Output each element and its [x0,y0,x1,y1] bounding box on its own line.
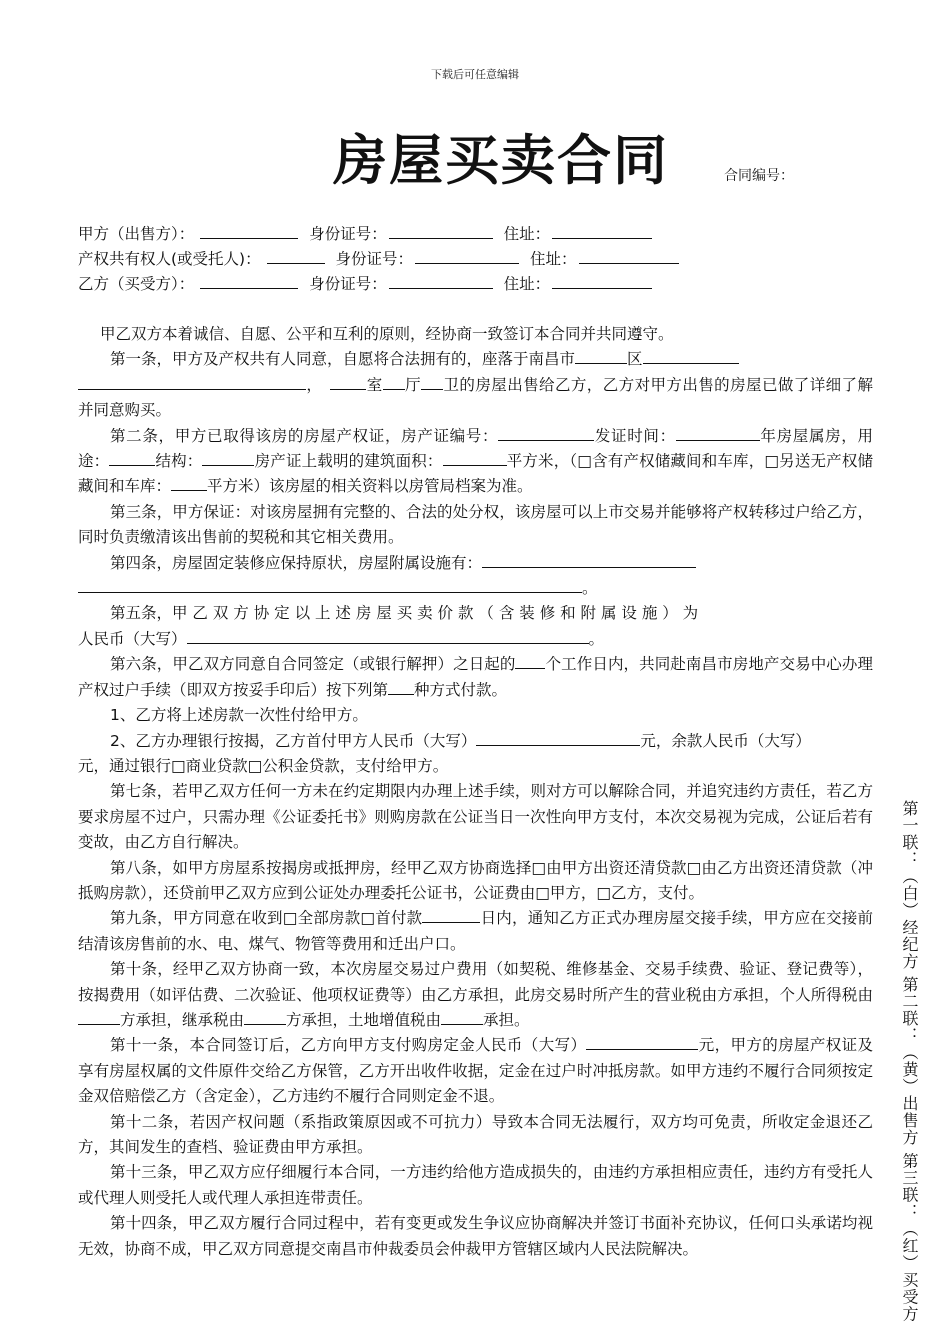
blank-bath[interactable] [421,375,443,390]
buyer-address-field[interactable] [552,274,652,289]
clause-text: 年房屋属房，用途： [78,426,873,471]
seller-address-field[interactable] [552,224,652,239]
coowner-label: 产权共有权人(或受托人)： [78,250,261,268]
clause-text: 日内，通知乙方正式办理房屋交接手续，甲方应在交接前结清该房售前的水、电、煤气、物管等费用和迁出户口。 [78,909,873,953]
clause-text: 第十一条，本合同签订后，乙方向甲方支付购房定金人民币（大写） [110,1036,587,1055]
blank-method[interactable] [388,680,414,695]
clause-text: 承担。 [483,1010,530,1029]
id-label: 身份证号： [335,250,414,268]
blank-deposit[interactable] [586,1035,698,1050]
clause-text: 2、乙方办理银行按揭，乙方首付甲方人民币（大写） [110,731,477,750]
blank-extra-area[interactable] [171,476,207,491]
buyer-line [78,274,652,294]
id-label: 身份证号： [309,275,387,293]
clause-text: 平方米）该房屋的相关资料以房管局档案为准。 [207,477,533,496]
clause-text: 方承担，继承税由 [120,1010,245,1029]
clause-1 [78,347,873,423]
header-note: 下载后可任意编辑 [431,68,519,81]
address-label: 住址： [530,250,577,268]
blank-facilities-2[interactable] [78,578,582,593]
blank-usage[interactable] [109,451,155,466]
id-label: 身份证号： [309,225,387,243]
clause-text: ， [306,375,323,394]
clause-4 [78,551,873,602]
clause-text: 房产证上载明的建筑面积： [254,452,443,471]
blank-room[interactable] [330,375,366,390]
clause-8: 第八条，如甲方房屋系按揭房或抵押房，经甲乙双方协商选择□由甲方出资还清贷款□由乙方出资还清贷款（冲抵购房款），还贷前甲乙双方应到公证处办理委托公证书，公证费由□甲方，□乙方，支付。 [78,858,873,902]
blank-income-tax[interactable] [78,1010,120,1025]
buyer-id-field[interactable] [389,274,493,289]
clause-11 [78,1033,873,1109]
blank-land-tax[interactable] [441,1010,483,1025]
payment-option-1: 1、乙方将上述房款一次性付给甲方。 [110,706,368,725]
payment-option-2 [78,729,873,780]
blank-down-payment[interactable] [476,731,640,746]
clause-text: 发证时间： [594,426,676,445]
clause-5 [78,601,873,652]
clause-text: 元，通过银行□商业贷款□公积金贷款，支付给甲方。 [78,756,449,775]
coowner-address-field[interactable] [579,249,679,264]
clause-text: 第九条，甲方同意在收到□全部房款□首付款 [110,909,423,928]
clause-12: 第十二条，若因产权问题（系指政策原因或不可抗力）导致本合同无法履行，双方均可免责，所收定金退还乙方，其间发生的查档、验证费由甲方承担。 [78,1112,873,1156]
coowner-name-field[interactable] [267,249,325,264]
blank-inheritance-tax[interactable] [244,1010,286,1025]
clause-text: 厅 [404,375,422,394]
blank-cert-date[interactable] [676,426,760,441]
blank-facilities[interactable] [482,553,696,568]
copy-distribution-note: 第一联：（白）经纪方 第二联：（黄）出售方 第三联：（红）买受方 [900,800,919,1323]
seller-name-field[interactable] [200,224,298,239]
clause-text: 元，甲方的房屋产权证及享有房屋权属的文件原件交给乙方保管，乙方开出收件收据，定金在过户时冲抵房款。如甲方违约不履行合同须按定金双倍赔偿乙方（含定金），乙方违约不履行合同则定金不退。 [78,1036,873,1106]
clause-10 [78,957,873,1033]
clause-text: 第一条，甲方及产权共有人同意，自愿将合法拥有的，座落于南昌市 [110,350,576,369]
clause-text: 平方米，（□含有产权储藏间和车库，□另送无产权储藏间和车库： [78,452,873,496]
clause-14: 第十四条，甲乙双方履行合同过程中，若有变更或发生争议应协商解决并签订书面补充协议，任何口头承诺均视无效，协商不成，甲乙双方同意提交南昌市仲裁委员会仲裁甲方管辖区域内人民法院解决。 [78,1214,873,1258]
address-label: 住址： [503,275,551,293]
preamble: 甲乙双方本着诚信、自愿、公平和互利的原则，经协商一致签订本合同并共同遵守。 [100,325,674,343]
buyer-name-field[interactable] [200,274,298,289]
contract-title: 房屋买卖合同 [333,129,669,192]
blank-structure[interactable] [202,451,254,466]
clause-3: 第三条，甲方保证：对该房屋拥有完整的、合法的处分权，该房屋可以上市交易并能够将产权转移过户给乙方，同时负责缴清该出售前的契税和其它相关费用。 [78,502,873,547]
seller-id-field[interactable] [389,224,493,239]
blank-days[interactable] [422,908,480,923]
clause-text: 方承担，土地增值税由 [286,1010,442,1029]
blank-price[interactable] [187,629,589,644]
clause-text: 区 [627,350,643,369]
address-label: 住址： [503,225,551,243]
contract-body [78,322,873,1262]
clause-text: 。 [588,629,605,648]
blank-area[interactable] [443,451,507,466]
blank-workdays[interactable] [515,654,545,669]
clause-text: 人民币（大写） [78,629,187,648]
clause-2 [78,424,873,500]
blank-hall[interactable] [383,375,405,390]
clause-text: 卫的房屋出售给乙方，乙方对甲方出售的房屋已做了详细了解并同意购买。 [78,375,873,420]
clause-text: 第五条，甲 乙 双 方 协 定 以 上 述 房 屋 买 卖 价 款 （ 含 装 修 和 附 属 设 施 ） 为 [110,604,699,623]
blank-location[interactable] [643,349,739,364]
coowner-line [78,249,679,269]
blank-address[interactable] [78,375,306,390]
clause-13: 第十三条，甲乙双方应仔细履行本合同，一方违约给他方造成损失的，由违约方承担相应责任，违约方有受托人或代理人则受托人或代理人承担连带责任。 [78,1163,873,1207]
clause-text: 第十条，经甲乙双方协商一致，本次房屋交易过户费用（如契税、维修基金、交易手续费、验证、登记费等），按揭费用（如评估费、二次验证、他项权证费等）由乙方承担，此房交易时所产生的营业税由方承担，个人所得税由 [78,960,873,1004]
coowner-id-field[interactable] [415,249,519,264]
clause-text: 。 [582,579,598,598]
seller-label: 甲方（出售方）： [78,225,195,243]
clause-text: 第二条，甲方已取得该房的房屋产权证，房产证编号： [110,426,499,445]
clause-text: 个工作日内，共同赴南昌市房地产交易中心办理产权过户手续（即双方按妥手印后）按下列第 [78,655,873,699]
clause-9 [78,906,873,957]
blank-district[interactable] [575,349,627,364]
clause-text: 种方式付款。 [414,680,508,699]
seller-line [78,224,652,244]
clause-text: 元，余款人民币（大写） [640,731,811,750]
clause-text: 第四条，房屋固定装修应保持原状，房屋附属设施有： [110,553,483,572]
contract-number-label: 合同编号： [724,168,794,184]
buyer-label: 乙方（买受方）： [78,275,195,293]
clause-7: 第七条，若甲乙双方任何一方未在约定期限内办理上述手续，则对方可以解除合同，并追究违约方责任，若乙方要求房屋不过户，只需办理《公证委托书》则购房款在公证当日一次性向甲方支付，本次交易视为完成，公证后若有变故，由乙方自行解决。 [78,782,873,852]
blank-cert-no[interactable] [498,426,594,441]
clause-text: 结构： [155,452,203,471]
clause-text: 第六条，甲乙双方同意自合同签定（或银行解押）之日起的 [110,655,516,674]
clause-text: 室 [366,375,383,394]
clause-6 [78,652,873,703]
